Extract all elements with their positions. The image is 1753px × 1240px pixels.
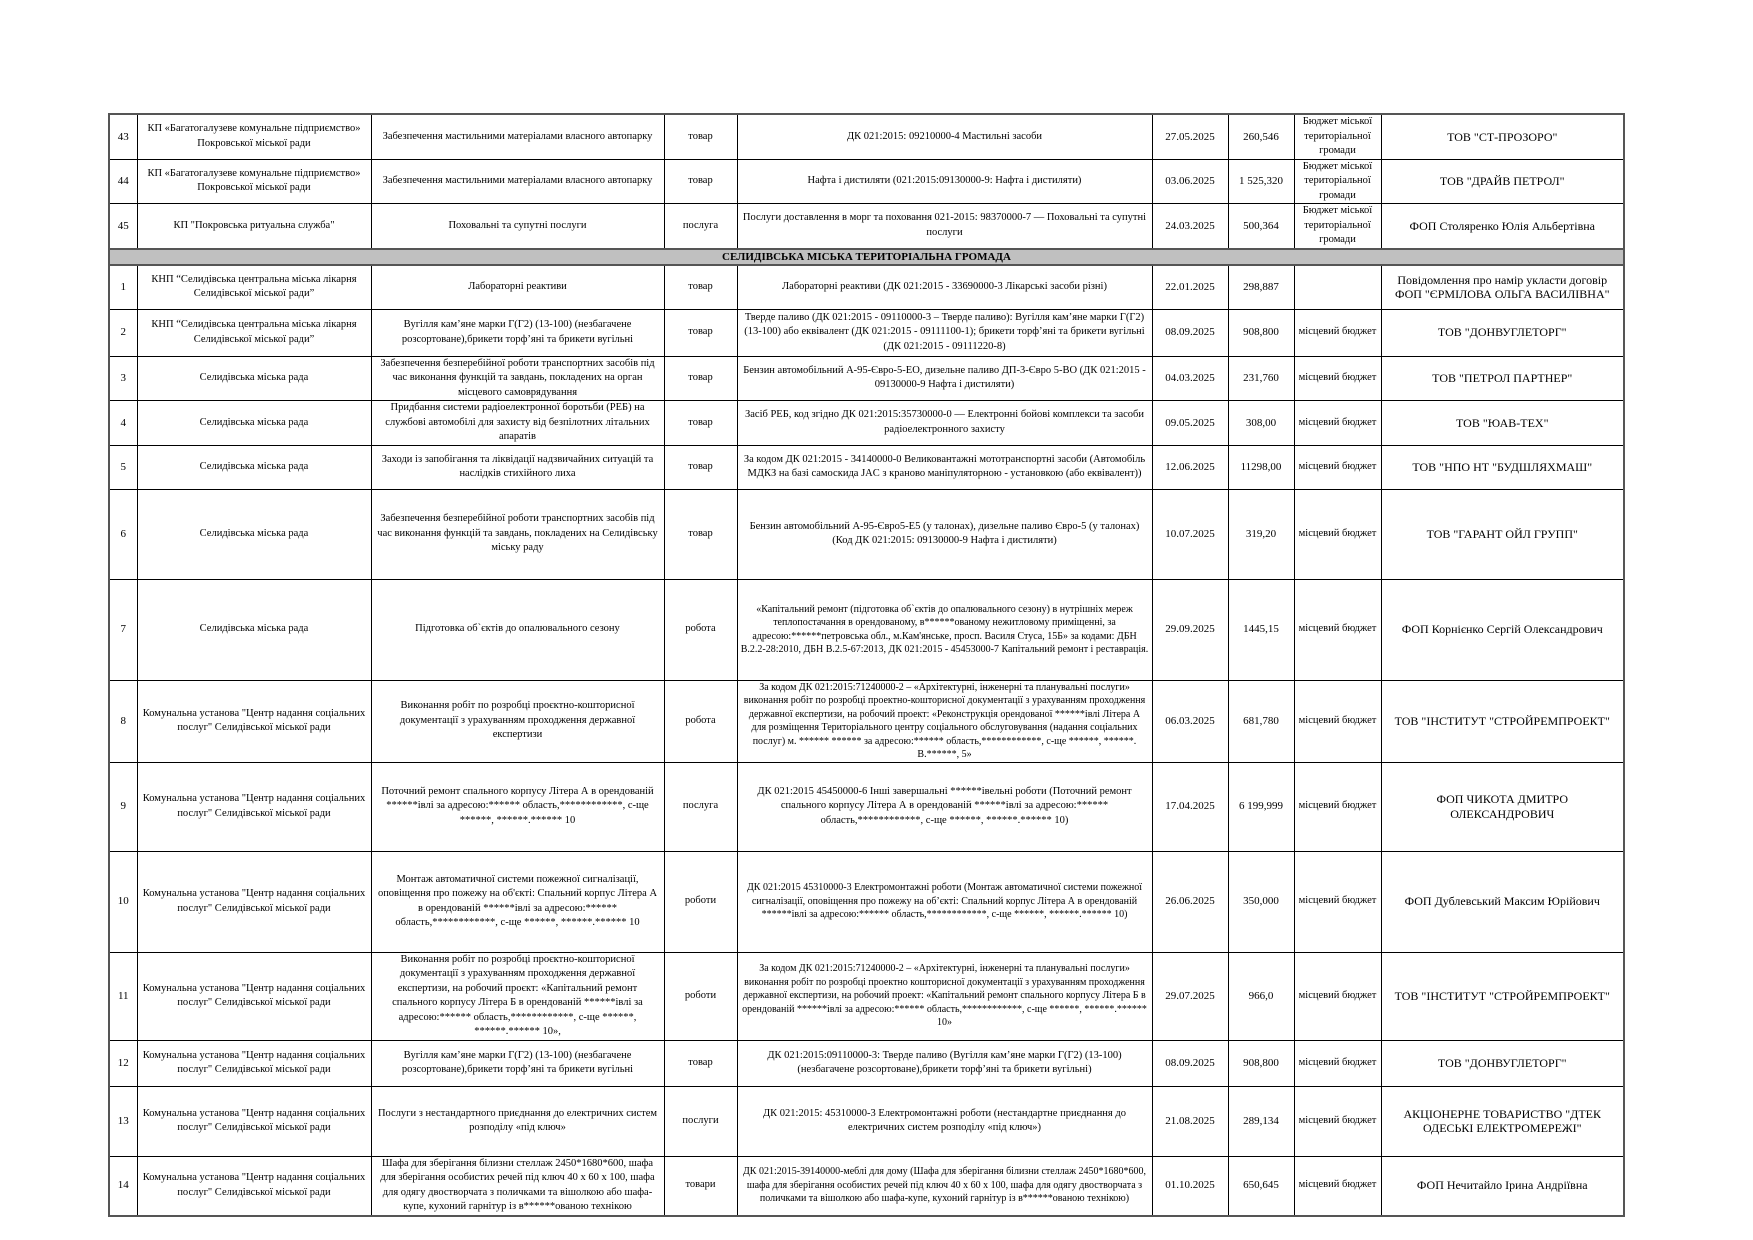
table-row xyxy=(109,114,1624,159)
date-cell: 29.09.2025 xyxy=(1152,579,1228,680)
amount-cell: 650,645 xyxy=(1228,1156,1294,1216)
supplier-cell: ТОВ "ДОНВУГЛЕТОРГ" xyxy=(1381,1040,1624,1086)
date-cell: 26.06.2025 xyxy=(1152,851,1228,952)
funding-source-cell: місцевий бюджет xyxy=(1294,401,1381,446)
supplier-cell: ТОВ "НПО НТ "БУДШЛЯХМАШ" xyxy=(1381,445,1624,489)
customer-cell: Комунальна установа "Центр надання соціальних послуг" Селидівської міської ради xyxy=(137,1040,371,1086)
procurement-table-sheet xyxy=(108,113,1625,1217)
cpv-code-cell: ДК 021:2015-39140000-меблі для дому (Шафа для зберігання білизни стеллаж 2450*1680*600, шафа для зберігання особистих речей під ключ 40 х 60 х 100, шафа для одягу двостворчата з поличками та вішолкою або шафа-купе, кухоний гарнітур із в******ованою технікою) xyxy=(737,1156,1152,1216)
customer-cell: КНП “Селидівська центральна міська лікарня Селидівської міської ради” xyxy=(137,265,371,309)
subject-cell: Забезпечення безперебійної роботи транспортних засобів під час виконання функцій та завдань, покладених на орган місцевого самоврядування xyxy=(371,356,664,401)
date-cell: 04.03.2025 xyxy=(1152,356,1228,401)
procurement-type-cell: товар xyxy=(664,159,737,204)
date-cell: 03.06.2025 xyxy=(1152,159,1228,204)
amount-cell: 908,800 xyxy=(1228,1040,1294,1086)
supplier-cell: ТОВ "ЮАВ-ТЕХ" xyxy=(1381,401,1624,446)
date-cell: 21.08.2025 xyxy=(1152,1086,1228,1156)
date-cell: 08.09.2025 xyxy=(1152,1040,1228,1086)
supplier-cell: ТОВ "ДОНВУГЛЕТОРГ" xyxy=(1381,309,1624,356)
subject-cell: Придбання системи радіоелектронної боротьби (РЕБ) на службові автомобілі для захисту від безпілотних літальних апаратів xyxy=(371,401,664,446)
supplier-cell: ФОП Дублевський Максим Юрійович xyxy=(1381,851,1624,952)
procurement-type-cell: послуга xyxy=(664,204,737,249)
date-cell: 10.07.2025 xyxy=(1152,489,1228,579)
funding-source-cell: місцевий бюджет xyxy=(1294,952,1381,1040)
supplier-cell: ТОВ "ПЕТРОЛ ПАРТНЕР" xyxy=(1381,356,1624,401)
funding-source-cell: місцевий бюджет xyxy=(1294,445,1381,489)
date-cell: 08.09.2025 xyxy=(1152,309,1228,356)
funding-source-cell: місцевий бюджет xyxy=(1294,356,1381,401)
procurement-type-cell: товар xyxy=(664,401,737,446)
row-number: 44 xyxy=(109,159,137,204)
procurement-type-cell: робота xyxy=(664,680,737,762)
customer-cell: КНП “Селидівська центральна міська лікарня Селидівської міської ради” xyxy=(137,309,371,356)
funding-source-cell: місцевий бюджет xyxy=(1294,680,1381,762)
procurement-table xyxy=(108,113,1625,1217)
supplier-cell: Повідомлення про намір укласти договір ФОП "ЄРМІЛОВА ОЛЬГА ВАСИЛІВНА" xyxy=(1381,265,1624,309)
amount-cell: 681,780 xyxy=(1228,680,1294,762)
row-number: 45 xyxy=(109,204,137,249)
cpv-code-cell: ДК 021:2015:09110000-3: Тверде паливо (Вугілля кам’яне марки Г(Г2) (13-100) (незбагачене розсортоване),брикети торф’яні та брикети вугільні) xyxy=(737,1040,1152,1086)
row-number: 3 xyxy=(109,356,137,401)
procurement-type-cell: послуги xyxy=(664,1086,737,1156)
funding-source-cell xyxy=(1294,265,1381,309)
funding-source-cell: місцевий бюджет xyxy=(1294,762,1381,851)
date-cell: 22.01.2025 xyxy=(1152,265,1228,309)
supplier-cell: ФОП Корнієнко Сергій Олександрович xyxy=(1381,579,1624,680)
row-number: 11 xyxy=(109,952,137,1040)
procurement-type-cell: товар xyxy=(664,445,737,489)
row-number: 43 xyxy=(109,114,137,159)
amount-cell: 908,800 xyxy=(1228,309,1294,356)
date-cell: 01.10.2025 xyxy=(1152,1156,1228,1216)
subject-cell: Виконання робіт по розробці проєктно-кошторисної документації з урахуванням проходження державної експертизи, на робочий проєкт: «Капітальний ремонт спального корпусу Літера Б в орендованій ******івлі за адресою:****** область,************, с-ще ******, ******.****** 10», xyxy=(371,952,664,1040)
row-number: 10 xyxy=(109,851,137,952)
supplier-cell: ФОП ЧИКОТА ДМИТРО ОЛЕКСАНДРОВИЧ xyxy=(1381,762,1624,851)
cpv-code-cell: За кодом ДК 021:2015 - 34140000-0 Великовантажні мототранспортні засоби (Автомобіль МДКЗ на базі самоскида JAC з краново маніпуляторною - установкою (або еквівалент)) xyxy=(737,445,1152,489)
amount-cell: 289,134 xyxy=(1228,1086,1294,1156)
table-row xyxy=(109,680,1624,762)
amount-cell: 350,000 xyxy=(1228,851,1294,952)
table-row xyxy=(109,952,1624,1040)
cpv-code-cell: ДК 021:2015: 45310000-3 Електромонтажні роботи (нестандартне приєднання до електричних систем розподілу «під ключ») xyxy=(737,1086,1152,1156)
amount-cell: 260,546 xyxy=(1228,114,1294,159)
row-number: 2 xyxy=(109,309,137,356)
row-number: 4 xyxy=(109,401,137,446)
customer-cell: Селидівська міська рада xyxy=(137,356,371,401)
supplier-cell: АКЦІОНЕРНЕ ТОВАРИСТВО "ДТЕК ОДЕСЬКІ ЕЛЕКТРОМЕРЕЖІ" xyxy=(1381,1086,1624,1156)
amount-cell: 319,20 xyxy=(1228,489,1294,579)
amount-cell: 6 199,999 xyxy=(1228,762,1294,851)
funding-source-cell: Бюджет міської територіальної громади xyxy=(1294,159,1381,204)
funding-source-cell: Бюджет міської територіальної громади xyxy=(1294,114,1381,159)
date-cell: 29.07.2025 xyxy=(1152,952,1228,1040)
date-cell: 27.05.2025 xyxy=(1152,114,1228,159)
row-number: 5 xyxy=(109,445,137,489)
subject-cell: Послуги з нестандартного приєднання до електричних систем розподілу «під ключ» xyxy=(371,1086,664,1156)
subject-cell: Поховальні та супутні послуги xyxy=(371,204,664,249)
cpv-code-cell: Послуги доставлення в морг та поховання 021-2015: 98370000-7 — Поховальні та супутні послуги xyxy=(737,204,1152,249)
table-row xyxy=(109,265,1624,309)
customer-cell: Селидівська міська рада xyxy=(137,579,371,680)
date-cell: 17.04.2025 xyxy=(1152,762,1228,851)
cpv-code-cell: Лабораторні реактиви (ДК 021:2015 - 33690000-3 Лікарські засоби різні) xyxy=(737,265,1152,309)
procurement-type-cell: роботи xyxy=(664,952,737,1040)
customer-cell: Селидівська міська рада xyxy=(137,401,371,446)
procurement-type-cell: робота xyxy=(664,579,737,680)
table-row xyxy=(109,309,1624,356)
customer-cell: КП «Багатогалузеве комунальне підприємство» Покровської міської ради xyxy=(137,159,371,204)
row-number: 6 xyxy=(109,489,137,579)
table-row xyxy=(109,1086,1624,1156)
cpv-code-cell: Тверде паливо (ДК 021:2015 - 09110000-3 – Тверде паливо): Вугілля кам’яне марки Г(Г2) (13-100) або еквівалент (ДК 021:2015 - 09111100-1); брикети торф’яні та брикети вугільні (ДК 021:2015 - 09111220-8) xyxy=(737,309,1152,356)
cpv-code-cell: За кодом ДК 021:2015:71240000-2 – «Архітектурні, інженерні та планувальні послуги» виконання робіт по розробці проектно-кошторисної документації з урахуванням проходження державної експертизи, на робочий проект: «Реконструкція орендованої ******івлі Літера А для розміщення Територіального центру соціального обслуговування (надання соціальних послуг) м. ****** ****** за адресою:****** область,************, с-ще ******, ******. В.******, 5» xyxy=(737,680,1152,762)
funding-source-cell: місцевий бюджет xyxy=(1294,1040,1381,1086)
supplier-cell: ТОВ "СТ-ПРОЗОРО" xyxy=(1381,114,1624,159)
subject-cell: Вугілля кам’яне марки Г(Г2) (13-100) (незбагачене розсортоване),брикети торф’яні та брикети вугільні xyxy=(371,1040,664,1086)
row-number: 13 xyxy=(109,1086,137,1156)
table-row xyxy=(109,579,1624,680)
customer-cell: КП "Покровська ритуальна служба" xyxy=(137,204,371,249)
amount-cell: 11298,00 xyxy=(1228,445,1294,489)
customer-cell: Комунальна установа "Центр надання соціальних послуг" Селидівської міської ради xyxy=(137,851,371,952)
subject-cell: Забезпечення мастильними матеріалами власного автопарку xyxy=(371,159,664,204)
funding-source-cell: місцевий бюджет xyxy=(1294,851,1381,952)
cpv-code-cell: Засіб РЕБ, код згідно ДК 021:2015:35730000-0 — Електронні бойові комплекси та засоби радіоелектронного захисту xyxy=(737,401,1152,446)
subject-cell: Заходи із запобігання та ліквідації надзвичайних ситуацій та наслідків стихійного лиха xyxy=(371,445,664,489)
funding-source-cell: місцевий бюджет xyxy=(1294,1156,1381,1216)
table-row xyxy=(109,851,1624,952)
row-number: 7 xyxy=(109,579,137,680)
cpv-code-cell: ДК 021:2015: 09210000-4 Мастильні засоби xyxy=(737,114,1152,159)
procurement-type-cell: товар xyxy=(664,489,737,579)
customer-cell: Селидівська міська рада xyxy=(137,489,371,579)
cpv-code-cell: ДК 021:2015 45450000-6 Інші завершальні ******івельні роботи (Поточний ремонт спального корпусу Літера А в орендованій ******івлі за адресою:****** область,************, с-ще ******, ******.****** 10) xyxy=(737,762,1152,851)
date-cell: 06.03.2025 xyxy=(1152,680,1228,762)
cpv-code-cell: «Капітальний ремонт (підготовка об`єктів до опалювального сезону) в нутрішніх мереж теплопостачання в орендованому, в******ованому нежитловому приміщенні, за адресою:******петровська обл., м.Кам'янське, просп. Василя Стуса, 15Б» за кодами: ДБН В.2.2-28:2010, ДБН В.2.5-67:2013, ДК 021:2015 - 45453000-7 Капітальний ремонт і реставрація. xyxy=(737,579,1152,680)
cpv-code-cell: Бензин автомобільний А-95-Євро-5-ЕО, дизельне паливо ДП-3-Євро 5-ВО (ДК 021:2015 - 09130000-9 Нафта і дистиляти) xyxy=(737,356,1152,401)
row-number: 1 xyxy=(109,265,137,309)
supplier-cell: ФОП Нечитайло Ірина Андріївна xyxy=(1381,1156,1624,1216)
subject-cell: Шафа для зберігання білизни стеллаж 2450*1680*600, шафа для зберігання особистих речей під ключ 40 х 60 х 100, шафа для одягу двостворчата з поличками та вішолкою або шафа-купе, кухоний гарнітур із в******ованою технікою xyxy=(371,1156,664,1216)
amount-cell: 1 525,320 xyxy=(1228,159,1294,204)
table-row xyxy=(109,445,1624,489)
table-row xyxy=(109,356,1624,401)
table-row xyxy=(109,1040,1624,1086)
procurement-type-cell: товар xyxy=(664,265,737,309)
customer-cell: Комунальна установа "Центр надання соціальних послуг" Селидівської міської ради xyxy=(137,762,371,851)
amount-cell: 231,760 xyxy=(1228,356,1294,401)
procurement-type-cell: товар xyxy=(664,1040,737,1086)
subject-cell: Вугілля кам’яне марки Г(Г2) (13-100) (незбагачене розсортоване),брикети торф’яні та брикети вугільні xyxy=(371,309,664,356)
customer-cell: Селидівська міська рада xyxy=(137,445,371,489)
supplier-cell: ТОВ "ГАРАНТ ОЙЛ ГРУПП" xyxy=(1381,489,1624,579)
table-row xyxy=(109,1156,1624,1216)
procurement-type-cell: товар xyxy=(664,356,737,401)
procurement-type-cell: послуга xyxy=(664,762,737,851)
subject-cell: Виконання робіт по розробці проєктно-кошторисної документації з урахуванням проходження державної експертизи xyxy=(371,680,664,762)
date-cell: 24.03.2025 xyxy=(1152,204,1228,249)
table-row xyxy=(109,401,1624,446)
supplier-cell: ТОВ "ІНСТИТУТ "СТРОЙРЕМПРОЕКТ" xyxy=(1381,680,1624,762)
supplier-cell: ТОВ "ІНСТИТУТ "СТРОЙРЕМПРОЕКТ" xyxy=(1381,952,1624,1040)
date-cell: 12.06.2025 xyxy=(1152,445,1228,489)
date-cell: 09.05.2025 xyxy=(1152,401,1228,446)
procurement-type-cell: товар xyxy=(664,114,737,159)
table-row xyxy=(109,489,1624,579)
funding-source-cell: місцевий бюджет xyxy=(1294,489,1381,579)
funding-source-cell: місцевий бюджет xyxy=(1294,579,1381,680)
funding-source-cell: місцевий бюджет xyxy=(1294,309,1381,356)
customer-cell: КП «Багатогалузеве комунальне підприємство» Покровської міської ради xyxy=(137,114,371,159)
procurement-type-cell: роботи xyxy=(664,851,737,952)
row-number: 8 xyxy=(109,680,137,762)
amount-cell: 1445,15 xyxy=(1228,579,1294,680)
amount-cell: 500,364 xyxy=(1228,204,1294,249)
customer-cell: Комунальна установа "Центр надання соціальних послуг" Селидівської міської ради xyxy=(137,1156,371,1216)
customer-cell: Комунальна установа "Центр надання соціальних послуг" Селидівської міської ради xyxy=(137,952,371,1040)
funding-source-cell: Бюджет міської територіальної громади xyxy=(1294,204,1381,249)
subject-cell: Лабораторні реактиви xyxy=(371,265,664,309)
subject-cell: Монтаж автоматичної системи пожежної сигналізації, оповіщення про пожежу на об'єкті: Спальний корпус Літера А в орендованій ******івлі за адресою:****** область,************, с-ще ******, ******.****** 10 xyxy=(371,851,664,952)
procurement-type-cell: товари xyxy=(664,1156,737,1216)
row-number: 9 xyxy=(109,762,137,851)
cpv-code-cell: Бензин автомобільний А-95-Євро5-Е5 (у талонах), дизельне паливо Євро-5 (у талонах) (Код ДК 021:2015: 09130000-9 Нафта і дистиляти) xyxy=(737,489,1152,579)
customer-cell: Комунальна установа "Центр надання соціальних послуг" Селидівської міської ради xyxy=(137,1086,371,1156)
section-title: СЕЛИДІВСЬКА МІСЬКА ТЕРИТОРІАЛЬНА ГРОМАДА xyxy=(109,249,1624,266)
cpv-code-cell: ДК 021:2015 45310000-3 Електромонтажні роботи (Монтаж автоматичної системи пожежної сигналізації, оповіщення про пожежу на об’єкті: Спальний корпус Літера А в орендованій ******івлі за адресою:****** область,************, с-ще ******, ******.****** 10) xyxy=(737,851,1152,952)
supplier-cell: ТОВ "ДРАЙВ ПЕТРОЛ" xyxy=(1381,159,1624,204)
supplier-cell: ФОП Столяренко Юлія Альбертівна xyxy=(1381,204,1624,249)
subject-cell: Підготовка об`єктів до опалювального сезону xyxy=(371,579,664,680)
amount-cell: 298,887 xyxy=(1228,265,1294,309)
amount-cell: 966,0 xyxy=(1228,952,1294,1040)
subject-cell: Забезпечення мастильними матеріалами власного автопарку xyxy=(371,114,664,159)
section-header-row xyxy=(109,249,1624,266)
table-row xyxy=(109,204,1624,249)
customer-cell: Комунальна установа "Центр надання соціальних послуг" Селидівської міської ради xyxy=(137,680,371,762)
procurement-type-cell: товар xyxy=(664,309,737,356)
table-row xyxy=(109,159,1624,204)
row-number: 14 xyxy=(109,1156,137,1216)
funding-source-cell: місцевий бюджет xyxy=(1294,1086,1381,1156)
row-number: 12 xyxy=(109,1040,137,1086)
table-row xyxy=(109,762,1624,851)
cpv-code-cell: Нафта і дистиляти (021:2015:09130000-9: Нафта і дистиляти) xyxy=(737,159,1152,204)
cpv-code-cell: За кодом ДК 021:2015:71240000-2 – «Архітектурні, інженерні та планувальні послуги» виконання робіт по розробці проектно кошторисної документації з урахуванням проходження державної експертизи, на робочий проект: «Капітальний ремонт спального корпусу Літера Б в орендованій ******івлі за адресою:****** область,************, с-ще ******, ******.****** 10» xyxy=(737,952,1152,1040)
subject-cell: Поточний ремонт спального корпусу Літера А в орендованій ******івлі за адресою:****** область,************, с-ще ******, ******.****** 10 xyxy=(371,762,664,851)
subject-cell: Забезпечення безперебійної роботи транспортних засобів під час виконання функцій та завдань, покладених на Селидівську міську раду xyxy=(371,489,664,579)
amount-cell: 308,00 xyxy=(1228,401,1294,446)
